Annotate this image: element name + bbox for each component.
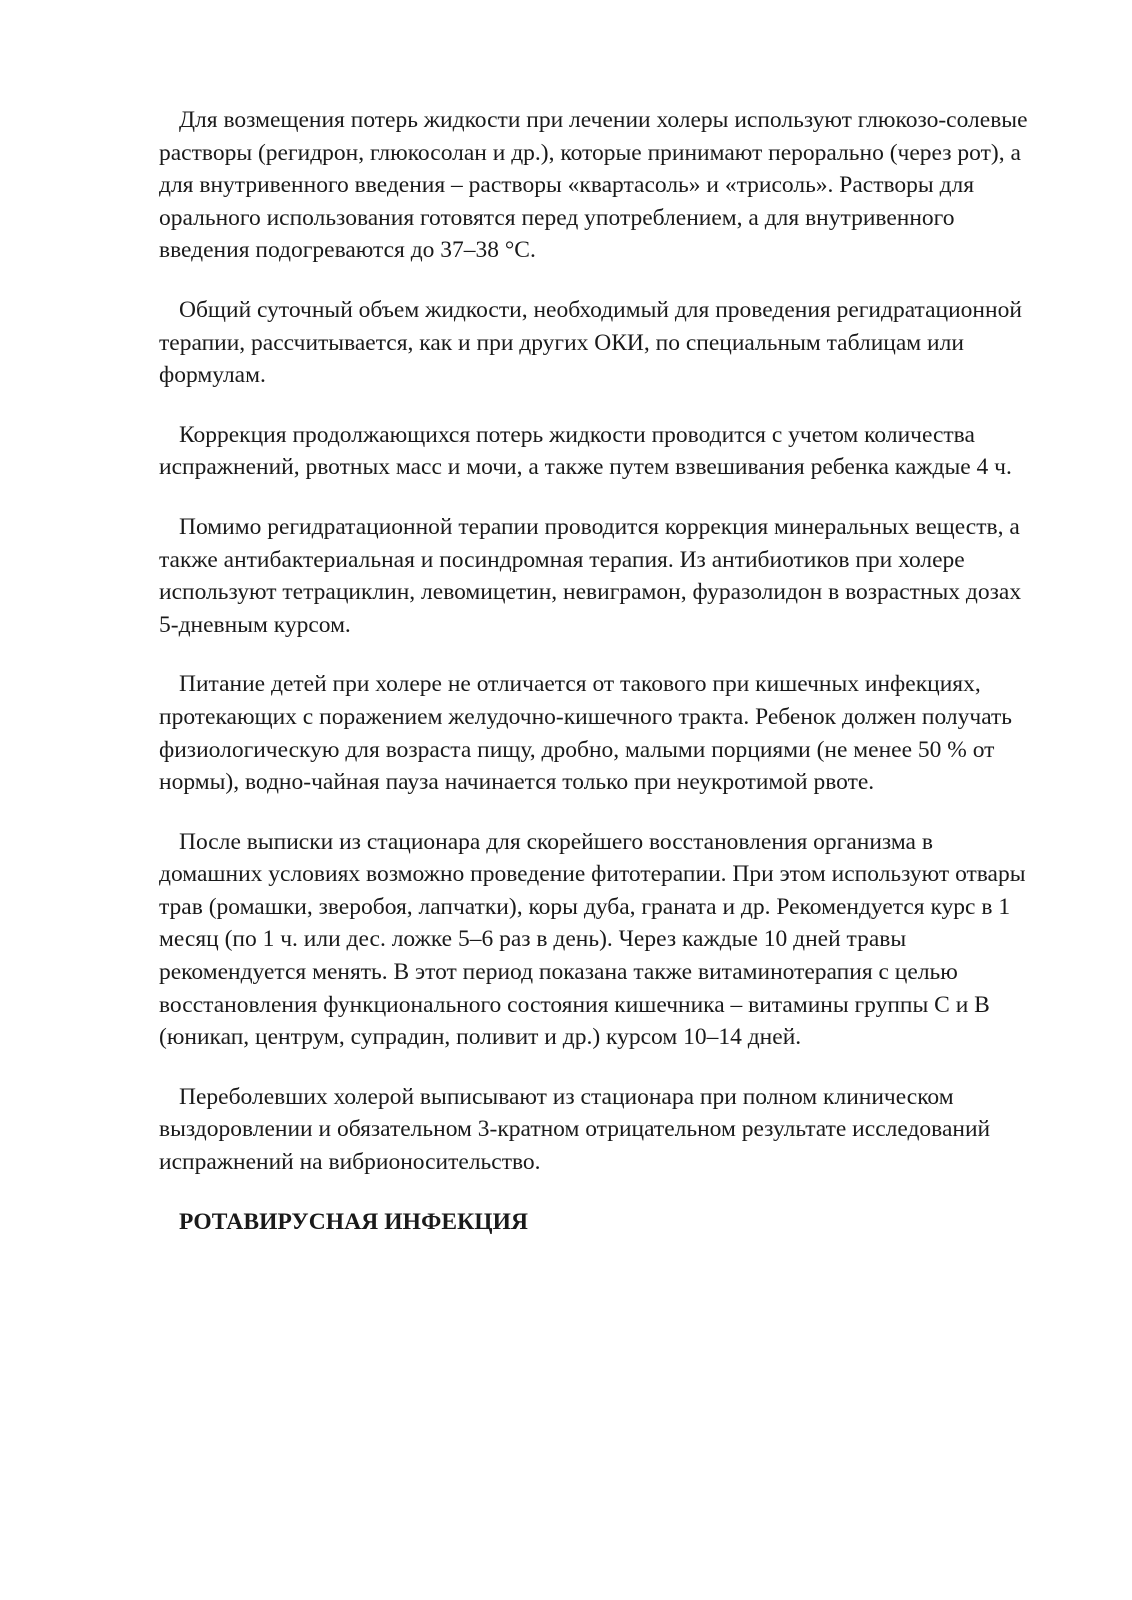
section-heading: РОТАВИРУСНАЯ ИНФЕКЦИЯ	[179, 1208, 529, 1235]
document-page	[159, 104, 1039, 1238]
paragraph-nutrition: Питание детей при холере не отличается от такового при кишечных инфекциях, протекающих с поражением желудочно-кишечного тракта. Ребенок должен получать физиологическую для возраста пищу, дробно, малыми порциями (не менее 50 % от нормы), водно-чайная пауза начинается только при неукротимой рвоте.	[159, 671, 1013, 796]
paragraph-fluid-replacement: Для возмещения потерь жидкости при лечении холеры используют глюкозо-солевые растворы (регидрон, глюкосолан и др.), которые принимают перорально (через рот), а для внутривенного введения – растворы «квартасоль» и «трисоль». Растворы для орального использования готовятся перед употреблением, а для внутривенного введения подогреваются до 37–38 °С.	[159, 107, 1028, 264]
paragraph-discharge-criteria: Переболевших холерой выписывают из стационара при полном клиническом выздоровлении и обязательном 3-кратном отрицательном результате исследований испражнений на вибрионосительство.	[159, 1083, 991, 1176]
paragraph-antibiotic-therapy: Помимо регидратационной терапии проводится коррекция минеральных веществ, а также антибактериальная и посиндромная терапия. Из антибиотиков при холере используют тетрациклин, левомицетин, невиграмон, фуразолидон в возрастных дозах 5-дневным курсом.	[159, 513, 1022, 638]
paragraph-phytotherapy: После выписки из стационара для скорейшего восстановления организма в домашних условиях возможно проведение фитотерапии. При этом используют отвары трав (ромашки, зверобоя, лапчатки), коры дуба, граната и др. Рекомендуется курс в 1 месяц (по 1 ч. или дес. ложке 5–6 раз в день). Через каждые 10 дней травы рекомендуется менять. В этот период показана также витаминотерапия с целью восстановления функционального состояния кишечника – витамины группы С и В (юникап, центрум, супрадин, поливит и др.) курсом 10–14 дней.	[159, 828, 1026, 1051]
paragraph-ongoing-loss-correction: Коррекция продолжающихся потерь жидкости проводится с учетом количества испражнений, рвотных масс и мочи, а также путем взвешивания ребенка каждые 4 ч.	[159, 421, 1012, 481]
paragraph-daily-fluid-volume: Общий суточный объем жидкости, необходимый для проведения регидратационной терапии, рассчитывается, как и при других ОКИ, по специальным таблицам или формулам.	[159, 296, 1022, 389]
